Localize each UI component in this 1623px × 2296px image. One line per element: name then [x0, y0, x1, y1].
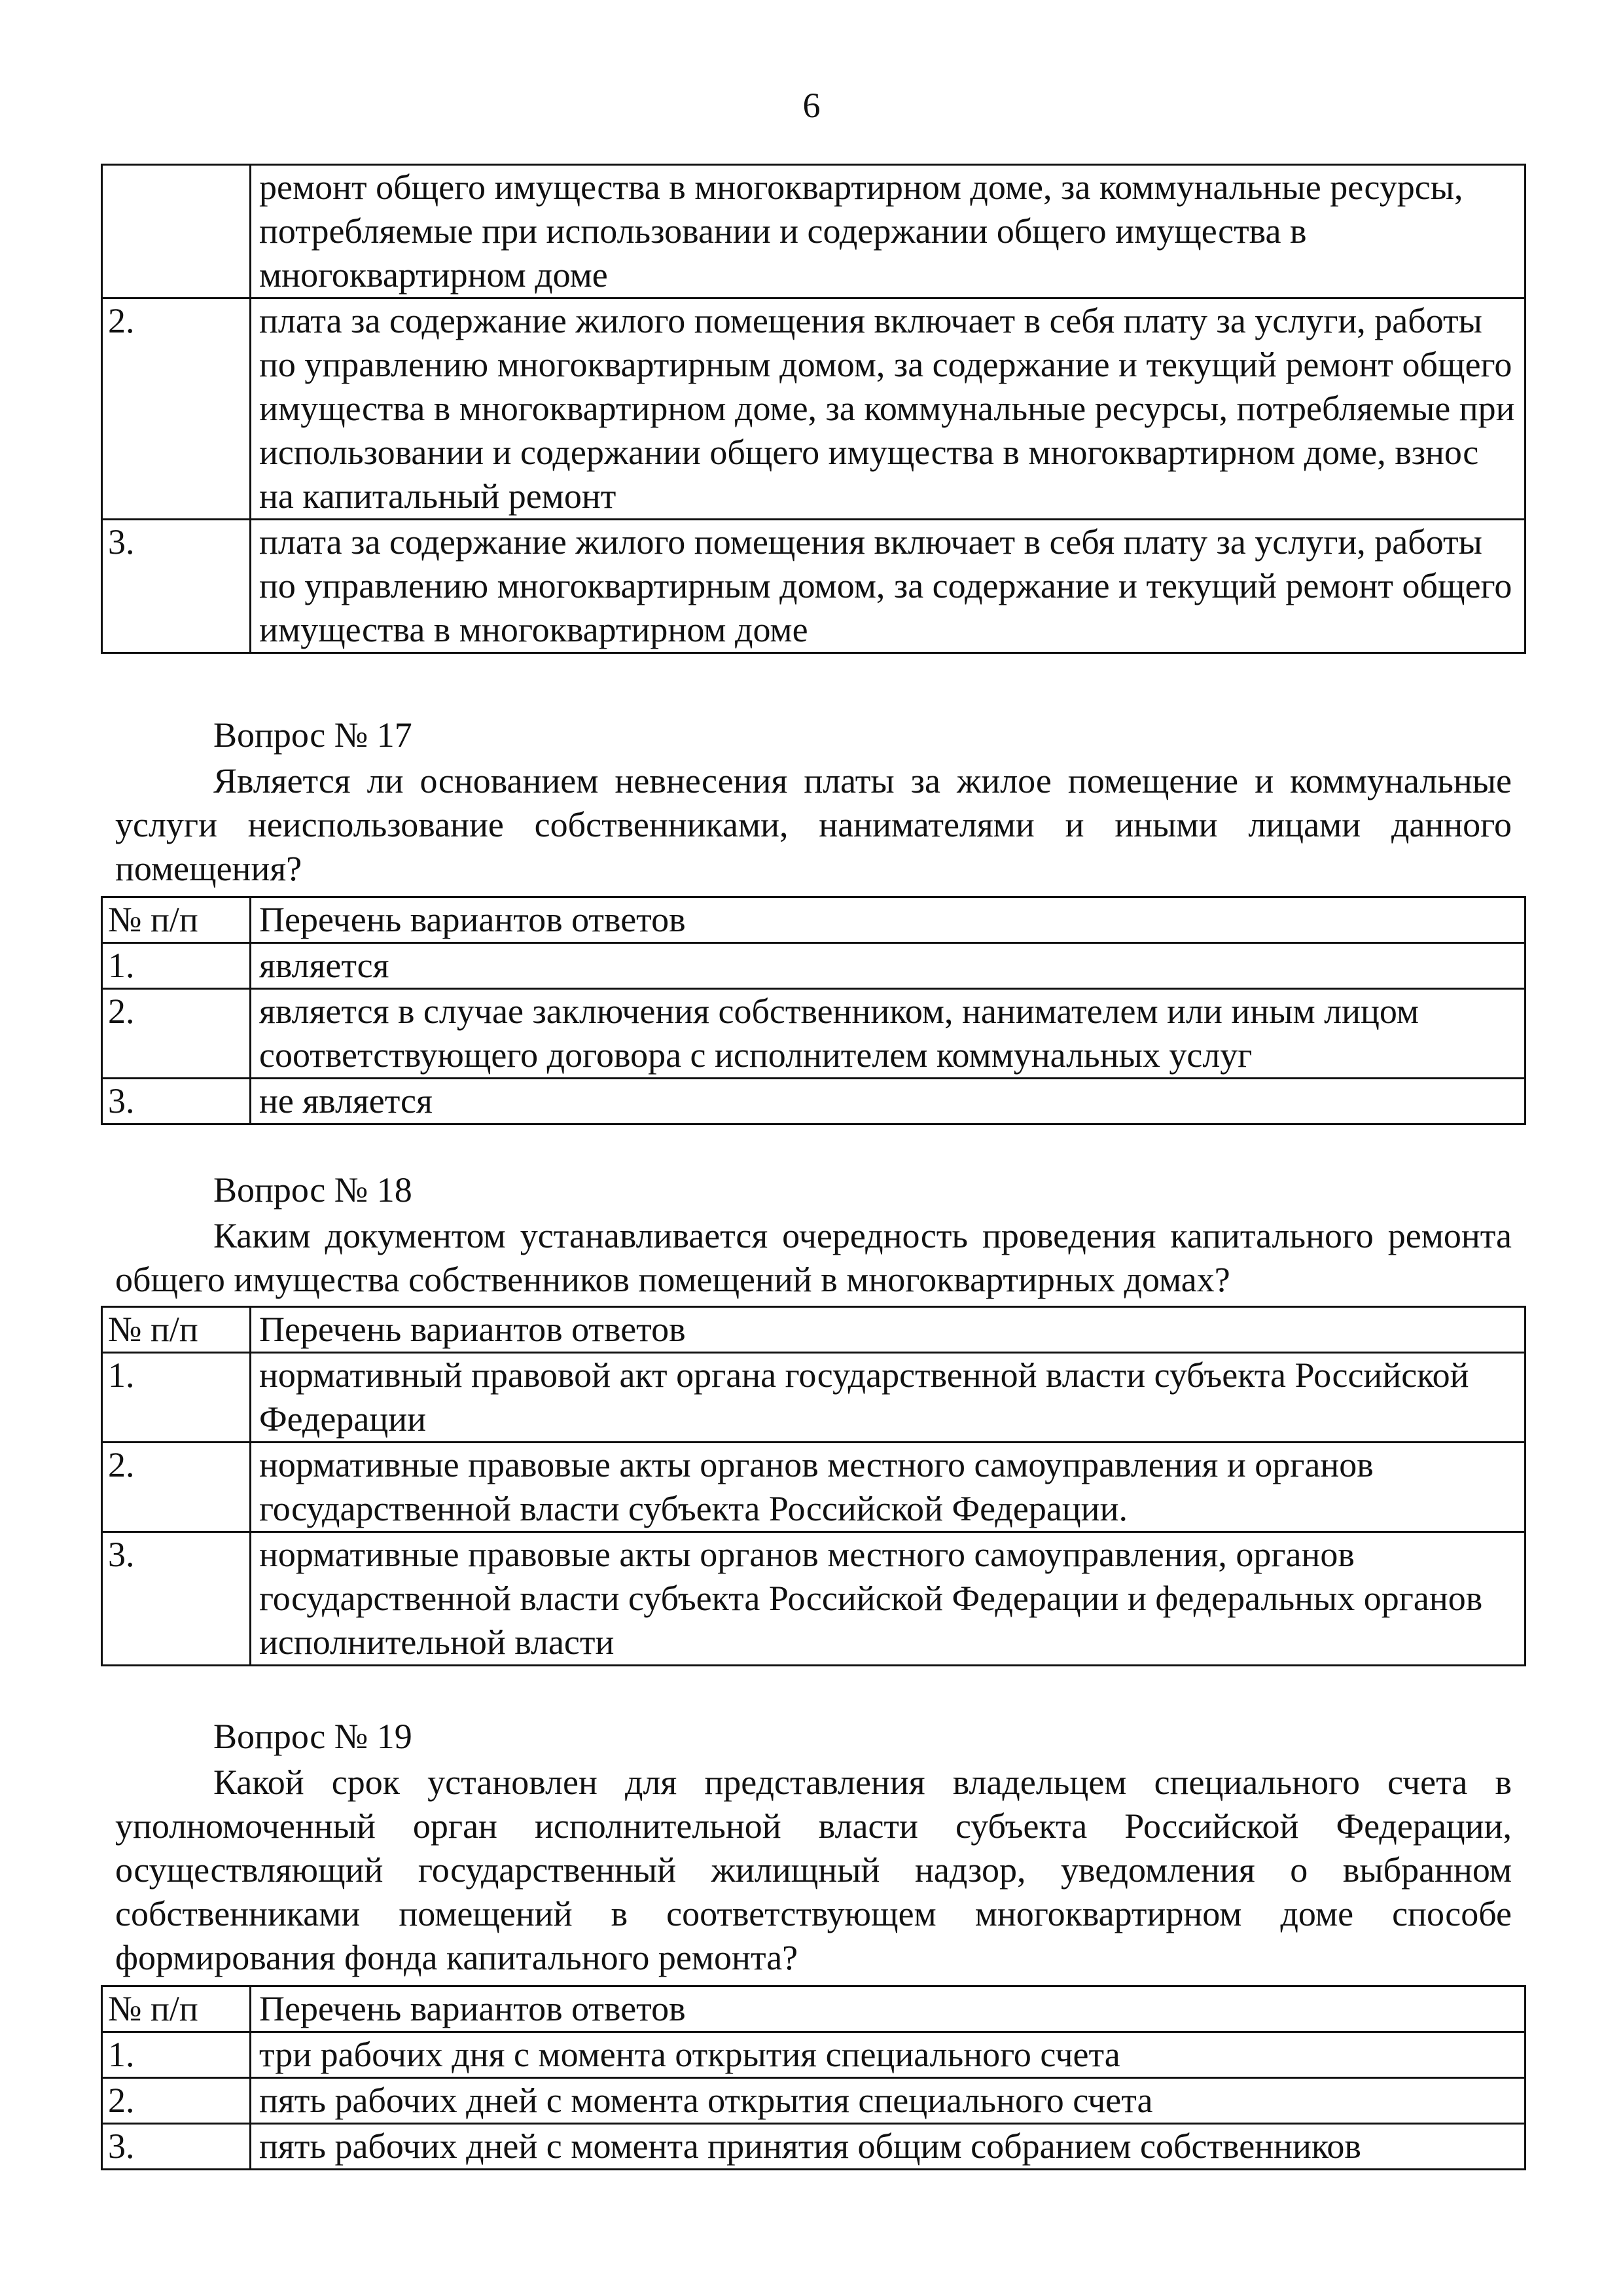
row-number: 2. — [102, 298, 251, 520]
table-row — [102, 165, 1525, 298]
answer-option-text: три рабочих дня с момента открытия специального счета — [251, 2032, 1525, 2078]
question-17-title: Вопрос № 17 — [213, 715, 412, 755]
question-19-text: Какой срок установлен для представления владельцем специального счета в уполномоченный орган исполнительной власти субъекта Российской Федерации, осуществляющий государственный жилищный надзор, уведомления о выбранном собственниками помещений в соответствующем многоквартирном доме способе формирования фонда капитального ремонта? — [115, 1763, 1512, 1977]
question-18-title: Вопрос № 18 — [213, 1170, 412, 1210]
table-row — [102, 989, 1525, 1079]
table-header-row — [102, 1307, 1525, 1353]
answers-table-continued — [101, 164, 1526, 654]
table-header-row — [102, 897, 1525, 943]
answers-table-q18 — [101, 1306, 1526, 1666]
row-number: 3. — [102, 2124, 251, 2170]
table-row — [102, 1532, 1525, 1666]
answers-table-q19 — [101, 1985, 1526, 2170]
column-header-number: № п/п — [102, 1986, 251, 2032]
table-row — [102, 2032, 1525, 2078]
table-row — [102, 298, 1525, 520]
answer-option-text: плата за содержание жилого помещения включает в себя плату за услуги, работы по управлению многоквартирным домом, за содержание и текущий ремонт общего имущества в многоквартирном доме, за коммунальные ресурсы, потребляемые при использовании и содержании общего имущества в многоквартирном доме, взнос на капитальный ремонт — [251, 298, 1525, 520]
page-number: 6 — [802, 86, 821, 125]
answer-option-text: нормативные правовые акты органов местного самоуправления, органов государственной власти субъекта Российской Федерации и федеральных органов исполнительной власти — [251, 1532, 1525, 1666]
row-number: 1. — [102, 943, 251, 989]
question-18-text: Каким документом устанавливается очередность проведения капитального ремонта общего имущества собственников помещений в многоквартирных домах? — [115, 1216, 1512, 1299]
row-number: 2. — [102, 989, 251, 1079]
answer-option-text: пять рабочих дней с момента принятия общим собранием собственников — [251, 2124, 1525, 2170]
answer-option-text: ремонт общего имущества в многоквартирном доме, за коммунальные ресурсы, потребляемые при использовании и содержании общего имущества в многоквартирном доме — [251, 165, 1525, 298]
question-17-text: Является ли основанием невнесения платы за жилое помещение и коммунальные услуги неиспользование собственниками, нанимателями и иными лицами данного помещения? — [115, 761, 1512, 888]
table-row — [102, 1443, 1525, 1532]
answer-option-text: не является — [251, 1079, 1525, 1124]
table-row — [102, 943, 1525, 989]
answer-option-text: нормативные правовые акты органов местного самоуправления и органов государственной власти субъекта Российской Федерации. — [251, 1443, 1525, 1532]
answer-option-text: является — [251, 943, 1525, 989]
row-number: 3. — [102, 520, 251, 653]
question-19-title: Вопрос № 19 — [213, 1717, 412, 1756]
answer-option-text: является в случае заключения собственником, нанимателем или иным лицом соответствующего договора с исполнителем коммунальных услуг — [251, 989, 1525, 1079]
answer-option-text: пять рабочих дней с момента открытия специального счета — [251, 2078, 1525, 2124]
row-number: 2. — [102, 1443, 251, 1532]
column-header-options: Перечень вариантов ответов — [251, 1986, 1525, 2032]
column-header-number: № п/п — [102, 897, 251, 943]
table-row — [102, 2124, 1525, 2170]
row-number: 1. — [102, 2032, 251, 2078]
table-row — [102, 1353, 1525, 1443]
table-header-row — [102, 1986, 1525, 2032]
row-number: 1. — [102, 1353, 251, 1443]
answers-table-q17 — [101, 896, 1526, 1125]
column-header-number: № п/п — [102, 1307, 251, 1353]
answer-option-text: нормативный правовой акт органа государственной власти субъекта Российской Федерации — [251, 1353, 1525, 1443]
row-number — [102, 165, 251, 298]
table-row — [102, 520, 1525, 653]
table-row — [102, 2078, 1525, 2124]
row-number: 3. — [102, 1532, 251, 1666]
column-header-options: Перечень вариантов ответов — [251, 1307, 1525, 1353]
row-number: 3. — [102, 1079, 251, 1124]
answer-option-text: плата за содержание жилого помещения включает в себя плату за услуги, работы по управлению многоквартирным домом, за содержание и текущий ремонт общего имущества в многоквартирном доме — [251, 520, 1525, 653]
column-header-options: Перечень вариантов ответов — [251, 897, 1525, 943]
table-row — [102, 1079, 1525, 1124]
row-number: 2. — [102, 2078, 251, 2124]
